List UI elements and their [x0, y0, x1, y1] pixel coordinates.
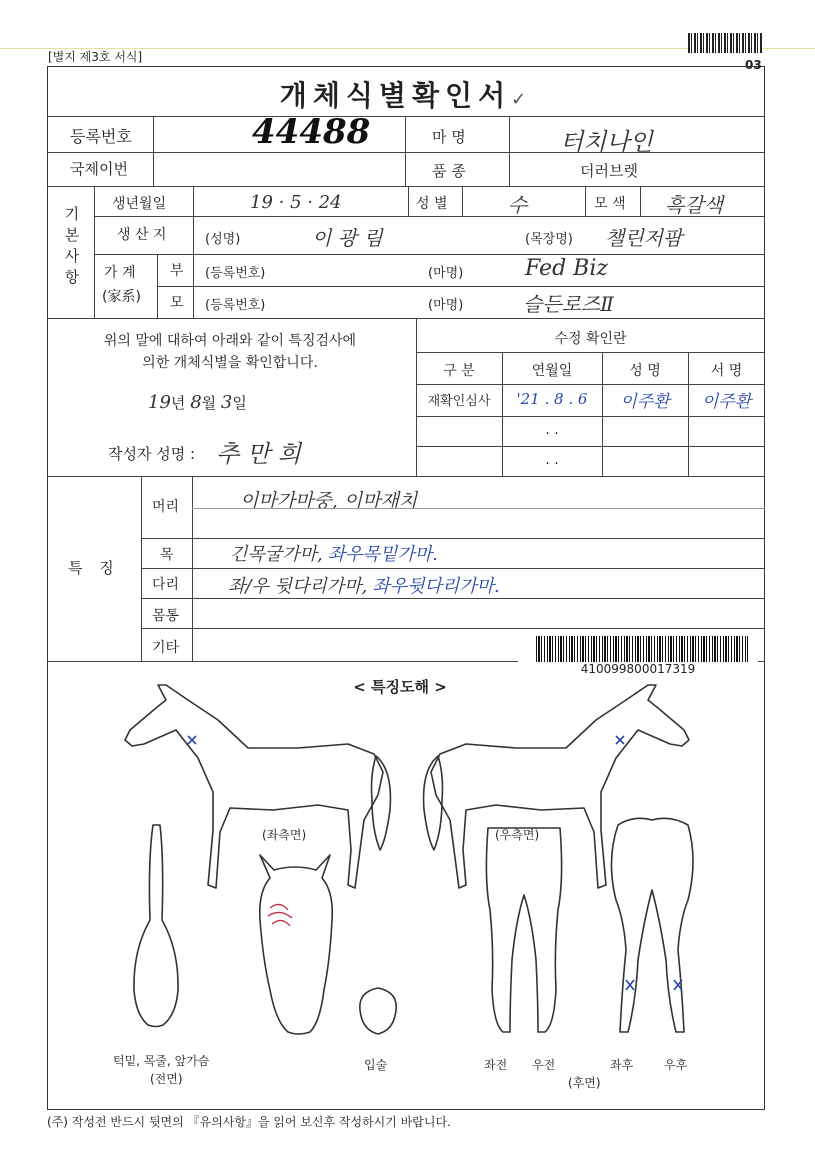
head-label: 머리 — [152, 499, 180, 515]
check-mark-icon: ✓ — [511, 89, 533, 110]
basic-section-label: 기 본 사 항 — [64, 205, 80, 286]
footer-note: (주) 작성전 반드시 뒷면의 『유의사항』을 읽어 보신후 작성하시기 바랍니다. — [47, 1115, 451, 1129]
title-text: 개체식별확인서 — [279, 79, 512, 112]
breed-label: 품 종 — [432, 162, 466, 180]
lips-view — [360, 988, 396, 1034]
confirm-date: 19년 8월 3일 — [148, 392, 247, 413]
family-label: 가 계 — [104, 265, 136, 281]
front-view-caption: (전면) — [150, 1072, 183, 1086]
left-front-caption: 좌전 — [484, 1058, 508, 1072]
dam-name-label: (마명) — [428, 298, 464, 313]
right-hind-caption: 우후 — [664, 1058, 688, 1072]
revision-row2-date: . . — [545, 422, 559, 438]
sire-name-label: (마명) — [428, 266, 464, 281]
diagram-title: < 특징도해 > — [353, 678, 447, 696]
neck-value: 긴목굴가마, 좌우목밑가마. — [230, 544, 438, 565]
revision-header-name: 성 명 — [629, 363, 661, 379]
horse-name-value: 터치나인 — [560, 128, 653, 156]
left-side-caption: (좌측면) — [262, 828, 307, 842]
head-front-view — [260, 855, 333, 1034]
leg-value: 좌/우 뒷다리가마, 좌우뒷다리가마. — [228, 576, 500, 597]
sire-label: 부 — [170, 263, 184, 279]
writer-value: 추 만 희 — [216, 440, 301, 468]
dam-label: 모 — [170, 295, 184, 311]
birth-value: 19 · 5 · 24 — [250, 192, 342, 213]
body-label: 몸통 — [152, 608, 180, 624]
other-label: 기타 — [152, 640, 180, 656]
left-side-horse — [125, 685, 383, 888]
farm-label: (목장명) — [525, 232, 573, 247]
document-title — [47, 74, 765, 114]
neck-label: 목 — [160, 547, 174, 563]
confirm-text-2: 의한 개체식별을 확인합니다. — [142, 355, 318, 371]
writer-label: 작성자 성명 : — [108, 445, 196, 463]
horse-diagram — [48, 660, 766, 1060]
front-caption: 턱밑, 목줄, 앞가슴 — [113, 1054, 210, 1068]
reg-no-value: 44488 — [252, 112, 371, 152]
revision-row1-name: 이주환 — [620, 392, 670, 412]
birth-label: 생년월일 — [112, 196, 167, 212]
front-neck-view — [134, 825, 178, 1027]
leg-label: 다리 — [152, 577, 180, 593]
origin-name-value: 이 광 림 — [312, 226, 383, 250]
marking-right-neck — [616, 736, 624, 744]
features-section-label: 특 징 — [68, 559, 120, 577]
barcode-bars — [536, 636, 748, 662]
confirm-text-1: 위의 말에 대하여 아래와 같이 특징검사에 — [103, 333, 357, 349]
revision-row1-sign: 이주환 — [701, 392, 752, 412]
family-hanja-label: (家系) — [102, 289, 141, 305]
right-side-caption: (우측면) — [495, 828, 540, 842]
dam-reg-label: (등록번호) — [205, 298, 266, 313]
rear-caption: (후면) — [568, 1076, 601, 1090]
sire-name-value: Fed Biz — [525, 256, 608, 281]
barcode-number: 410099800017319 — [580, 662, 696, 676]
top-barcode — [688, 33, 762, 53]
hind-legs-view — [611, 818, 693, 1032]
sire-reg-label: (등록번호) — [205, 266, 266, 281]
horse-name-label: 마 명 — [432, 128, 466, 146]
origin-name-label: (성명) — [205, 232, 241, 247]
front-legs-view — [486, 828, 561, 1032]
revision-header-type: 구 분 — [443, 363, 475, 379]
page-number: 03 — [745, 58, 762, 72]
revision-title: 수정 확인란 — [554, 331, 627, 347]
head-value: 이마가마중, 이마재치 — [240, 490, 418, 512]
sex-label: 성 별 — [416, 196, 448, 212]
farm-value: 챌린저팜 — [605, 226, 683, 250]
origin-label: 생 산 지 — [117, 227, 167, 243]
right-side-horse — [431, 685, 689, 888]
revision-row1-date: '21 . 8 . 6 — [516, 390, 588, 408]
breed-value: 더러브렛 — [580, 162, 638, 180]
sex-value: 수 — [508, 193, 528, 217]
color-value: 흑갈색 — [665, 193, 723, 217]
marking-left-neck — [188, 736, 196, 744]
revision-row3-date: . . — [545, 452, 559, 468]
right-front-caption: 우전 — [532, 1058, 556, 1072]
marking-left-hind — [626, 980, 634, 990]
color-label: 모 색 — [594, 196, 626, 212]
dam-name-value: 슬든로즈Ⅱ — [523, 292, 614, 316]
intl-no-label: 국제이번 — [70, 160, 128, 178]
revision-row1-type: 재확인심사 — [427, 394, 491, 409]
left-hind-caption: 좌후 — [610, 1058, 634, 1072]
form-label: [별지 제3호 서식] — [48, 50, 143, 64]
revision-header-date: 연월일 — [531, 363, 573, 379]
lips-caption: 입술 — [364, 1058, 388, 1072]
reg-no-label: 등록번호 — [70, 127, 132, 146]
revision-header-sign: 서 명 — [710, 363, 743, 379]
marking-forehead — [268, 904, 292, 926]
